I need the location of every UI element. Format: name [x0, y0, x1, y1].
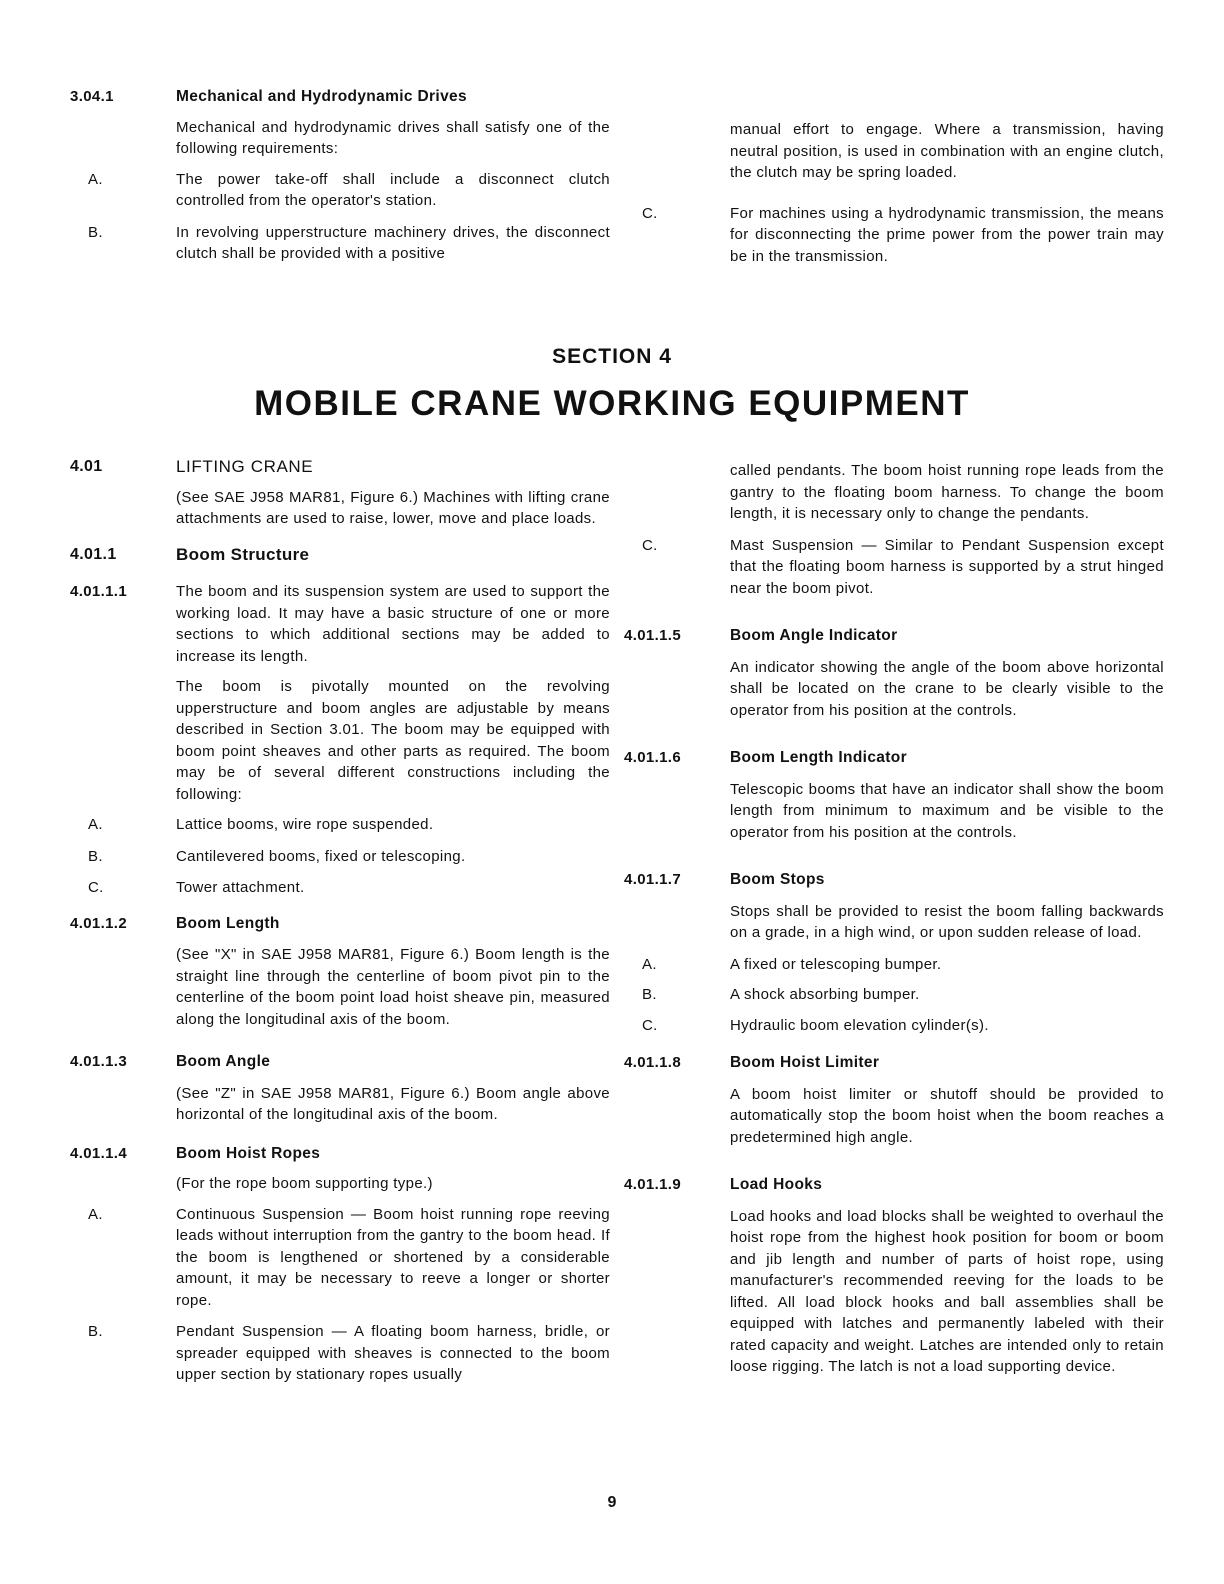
list-label: C. — [88, 879, 104, 896]
section-number: 3.04.1 — [70, 88, 114, 105]
list-item — [88, 1204, 610, 1312]
top-right-column — [624, 119, 1164, 267]
section-4-01-1-5-heading — [624, 625, 1164, 647]
section-number: 4.01.1.2 — [70, 914, 128, 932]
list-item — [88, 877, 610, 899]
section-number: 4.01 — [70, 458, 103, 475]
section-4-01-1-9-heading — [624, 1174, 1164, 1196]
section-4-01-1-7-heading — [624, 869, 1164, 891]
section-label: SECTION 4 — [552, 345, 672, 368]
section-4-01-1-8-heading — [624, 1052, 1164, 1074]
section-4-01-1-heading — [70, 544, 610, 566]
section-title: Boom Hoist Limiter — [730, 1054, 880, 1071]
list-text: Pendant Suspension — A floating boom harness, bridle, or spreader equipped with sheaves is connected to the boom upper section by stationary ropes usually — [176, 1323, 610, 1383]
list-label: A. — [642, 955, 657, 973]
list-item — [88, 1321, 610, 1386]
section-4-01-heading — [70, 456, 610, 478]
section-3-04-1-heading — [70, 86, 610, 108]
paragraph: The boom is pivotally mounted on the revolving upperstructure and boom angles are adjustable by means described in Section 3.01. The boom may be equipped with boom point sheaves and other parts as required. The boom may be of several different constructions including the following: — [176, 678, 610, 803]
list-label: C. — [642, 1016, 658, 1034]
list-label: B. — [88, 847, 103, 865]
section-number: 4.01.1.9 — [624, 1176, 682, 1193]
section-title: MOBILE CRANE WORKING EQUIPMENT — [254, 384, 970, 423]
section-title: Mechanical and Hydrodynamic Drives — [176, 88, 467, 105]
section-title: Boom Angle Indicator — [730, 627, 898, 644]
section-4-01-1-1 — [70, 581, 610, 667]
list-label: B. — [88, 1323, 103, 1340]
list-label: B. — [88, 223, 103, 241]
list-label: A. — [88, 1205, 103, 1223]
list-text: Lattice booms, wire rope suspended. — [176, 816, 434, 833]
section-number: 4.01.1 — [70, 545, 117, 563]
paragraph: (See "X" in SAE J958 MAR81, Figure 6.) Boom length is the straight line through the centerline of boom pivot pin to the centerline of the boom point load hoist sheave pin, measured along the longitudinal axis of the boom. — [176, 946, 610, 1028]
right-column — [624, 460, 1164, 1378]
list-item — [88, 814, 610, 836]
paragraph: Load hooks and load blocks shall be weighted to overhaul the hoist rope from the highest hook position for boom or boom and jib length and number of parts of hoist rope, using manufacturer's recommended reeving for the loads to be lifted. All load block hooks and ball assemblies shall be equipped with latches and permanently labeled with their rated capacity and weight. Latches are intended only to retain loose rigging. The latch is not a load supporting device. — [730, 1207, 1164, 1375]
list-item — [88, 222, 610, 265]
section-4-01-1-4-heading — [70, 1143, 610, 1165]
section-number: 4.01.1.1 — [70, 583, 128, 600]
section-title: LIFTING CRANE — [176, 457, 314, 476]
paragraph: A boom hoist limiter or shutoff should be provided to automatically stop the boom hoist when the boom reaches a predetermined high angle. — [730, 1085, 1164, 1146]
list-label: A. — [88, 816, 103, 833]
list-text: The power take-off shall include a disconnect clutch controlled from the operator's station. — [176, 170, 610, 209]
page-number: 9 — [607, 1494, 617, 1511]
left-column — [70, 456, 610, 1386]
section-number: 4.01.1.5 — [624, 627, 682, 644]
paragraph: called pendants. The boom hoist running rope leads from the gantry to the floating boom harness. To change the boom length, it is necessary only to change the pendants. — [730, 462, 1164, 522]
list-text: For machines using a hydrodynamic transmission, the means for disconnecting the prime power from the power train may be in the transmission. — [730, 204, 1164, 265]
section-title: Boom Structure — [176, 544, 310, 564]
list-item — [88, 846, 610, 868]
paragraph: (For the rope boom supporting type.) — [176, 1175, 433, 1192]
list-text: A fixed or telescoping bumper. — [730, 955, 942, 973]
section-4-01-1-2-heading — [70, 913, 610, 935]
list-item — [642, 535, 1164, 600]
list-text: Hydraulic boom elevation cylinder(s). — [730, 1016, 989, 1034]
top-left-column — [70, 86, 610, 265]
list-text: Cantilevered booms, fixed or telescoping. — [176, 847, 466, 865]
list-label: B. — [642, 986, 657, 1003]
paragraph: (See SAE J958 MAR81, Figure 6.) Machines with lifting crane attachments are used to raise, lower, move and place loads. — [176, 488, 610, 527]
section-number: 4.01.1.7 — [624, 871, 682, 888]
list-text: In revolving upperstructure machinery drives, the disconnect clutch shall be provided with a positive — [176, 223, 610, 262]
section-title: Boom Length — [176, 914, 280, 932]
list-item — [88, 169, 610, 212]
list-text: Tower attachment. — [176, 879, 305, 896]
paragraph: An indicator showing the angle of the boom above horizontal shall be located on the crane to be clearly visible to the operator from his position at the controls. — [730, 658, 1164, 719]
list-label: A. — [88, 170, 103, 188]
section-title: Boom Stops — [730, 871, 825, 888]
list-item — [642, 203, 1164, 268]
list-item — [642, 1015, 1164, 1037]
paragraph: Mechanical and hydrodynamic drives shall satisfy one of the following requirements: — [176, 118, 610, 157]
list-text: A shock absorbing bumper. — [730, 986, 920, 1003]
section-number: 4.01.1.8 — [624, 1054, 682, 1071]
paragraph: The boom and its suspension system are used to support the working load. It may have a basic structure of one or more sections to which additional sections may be added to increase its length. — [176, 583, 610, 665]
section-number: 4.01.1.4 — [70, 1144, 128, 1162]
list-label: C. — [642, 536, 658, 554]
paragraph: Telescopic booms that have an indicator shall show the boom length from minimum to maximum and be visible to the operator from his position at the controls. — [730, 780, 1164, 841]
section-title: Boom Angle — [176, 1053, 271, 1070]
paragraph: manual effort to engage. Where a transmission, having neutral position, is used in combination with an engine clutch, the clutch may be spring loaded. — [730, 121, 1164, 181]
paragraph: Stops shall be provided to resist the boom falling backwards on a grade, in a high wind, or upon sudden release of load. — [730, 902, 1164, 941]
section-title: Boom Length Indicator — [730, 749, 907, 766]
section-title: Load Hooks — [730, 1176, 823, 1193]
list-text: Mast Suspension — Similar to Pendant Suspension except that the floating boom harness is supported by a strut hinged near the boom pivot. — [730, 536, 1164, 597]
list-label: C. — [642, 204, 658, 222]
section-title: Boom Hoist Ropes — [176, 1144, 321, 1162]
paragraph: (See "Z" in SAE J958 MAR81, Figure 6.) Boom angle above horizontal of the longitudinal axis of the boom. — [176, 1084, 610, 1123]
section-number: 4.01.1.3 — [70, 1053, 128, 1070]
section-number: 4.01.1.6 — [624, 749, 682, 766]
list-item — [642, 984, 1164, 1006]
list-text: Continuous Suspension — Boom hoist running rope reeving leads without interruption from the gantry to the boom head. If the boom is lengthened or shortened by a considerable amount, it may be necessary to reeve a longer or shorter rope. — [176, 1205, 610, 1309]
section-4-01-1-6-heading — [624, 747, 1164, 769]
list-item — [642, 954, 1164, 976]
section-4-01-1-3-heading — [70, 1051, 610, 1073]
